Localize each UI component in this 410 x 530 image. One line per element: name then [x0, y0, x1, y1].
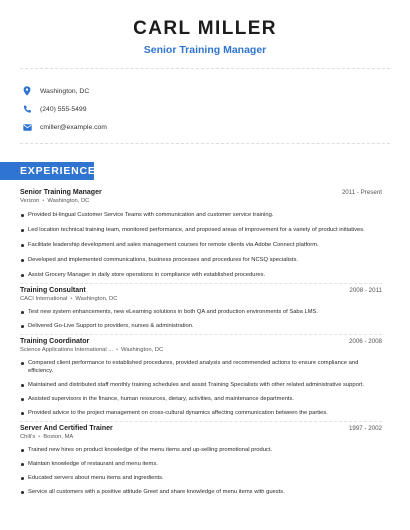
job-bullet: Assisted supervisors in the finance, human resources, dietary, activities, and maintenance departments.: [20, 395, 382, 403]
job-bullet: Led location technical training team, monitored performance, and proposed areas of improvement for a variety of product initiatives.: [20, 226, 382, 234]
job-location: Washington, DC: [75, 296, 118, 302]
contact-email: [22, 118, 107, 136]
job-org: Chili's • Boston, MA: [20, 434, 74, 440]
job-bullet: Educated servers about menu items and ingredients.: [20, 474, 382, 482]
job-org: CACI International • Washington, DC: [20, 296, 118, 302]
job-divider: [20, 421, 382, 422]
contact-location: [22, 82, 107, 100]
job-title: Training Consultant: [20, 287, 86, 294]
job-bullet: Provided bi-lingual Customer Service Teams with communication and customer service training.: [20, 211, 382, 219]
contact-phone: [22, 100, 107, 118]
job-dates: 2006 - 2008: [348, 338, 382, 345]
job-location: Washington, DC: [121, 347, 164, 353]
job-bullets: [20, 359, 382, 417]
job-entry: [20, 287, 382, 330]
phone-text: (240) 555-5499: [40, 105, 87, 113]
phone-icon: [22, 104, 32, 114]
header-divider: [20, 68, 390, 69]
job-company: Verizon: [20, 198, 40, 204]
job-bullets: [20, 446, 382, 496]
location-text: Washington, DC: [40, 87, 90, 95]
resume-header: [0, 0, 410, 57]
job-bullet: Provided advice to the project management on cross-cultural dynamics affecting communication between the parties.: [20, 409, 382, 417]
job-title: Training Coordinator: [20, 338, 90, 345]
job-title: Server And Certified Trainer: [20, 425, 113, 432]
experience-section-heading: EXPERIENCE: [0, 162, 94, 180]
job-bullet: Compared client performance to established procedures, provided analysis and recommended actions to ensure compliance and efficiency.: [20, 359, 382, 375]
job-bullet: Trained new hires on product knowledge of the menu items and up-selling promotional product.: [20, 446, 382, 454]
job-bullets: [20, 308, 382, 330]
job-org: Verizon • Washington, DC: [20, 198, 90, 204]
job-bullet: Assist Grocery Manager in daily store operations in compliance with established procedures.: [20, 271, 382, 279]
job-entry: [20, 338, 382, 417]
job-dates: 2008 - 2011: [349, 287, 382, 294]
job-location: Washington, DC: [47, 198, 90, 204]
job-company: Science Applications International ...: [20, 347, 114, 353]
email-text: cmiller@example.com: [40, 123, 107, 131]
job-divider: [20, 283, 382, 284]
job-location: Boston, MA: [43, 434, 74, 440]
contact-divider: [20, 143, 390, 144]
job-dates: 2011 - Present: [341, 189, 382, 196]
job-entry: [20, 189, 382, 279]
job-org: Science Applications International ... • Washington, DC: [20, 347, 164, 353]
contact-block: [22, 82, 107, 136]
job-dates: 1997 - 2002: [348, 425, 382, 432]
job-bullet: Maintain knowledge of restaurant and menu items.: [20, 460, 382, 468]
job-bullet: Test new system enhancements, new eLearning solutions in both QA and production environments of Saba LMS.: [20, 308, 382, 316]
job-title: Senior Training Manager: [20, 189, 102, 196]
job-company: CACI International: [20, 296, 68, 302]
job-bullet: Maintained and distributed staff monthly training schedules and assist Training Specialists with other related administrative support.: [20, 381, 382, 389]
job-bullet: Developed and implemented communications, business processes and procedures for NCSQ specialists.: [20, 256, 382, 264]
location-pin-icon: [22, 86, 32, 96]
job-bullet: Service all customers with a positive attitude Greet and share knowledge of menu items with guests.: [20, 488, 382, 496]
job-bullet: Delivered Go-Live Support to providers, nurses & administration.: [20, 322, 382, 330]
job-bullet: Facilitate leadership development and sales management courses for remote clients via Adobe Connect platform.: [20, 241, 382, 249]
experience-list: [20, 189, 382, 496]
job-entry: [20, 425, 382, 496]
job-divider: [20, 334, 382, 335]
job-company: Chili's: [20, 434, 36, 440]
candidate-name: CARL MILLER: [133, 18, 277, 39]
email-icon: [22, 122, 32, 132]
candidate-title: Senior Training Manager: [143, 44, 267, 56]
job-bullets: [20, 211, 382, 279]
